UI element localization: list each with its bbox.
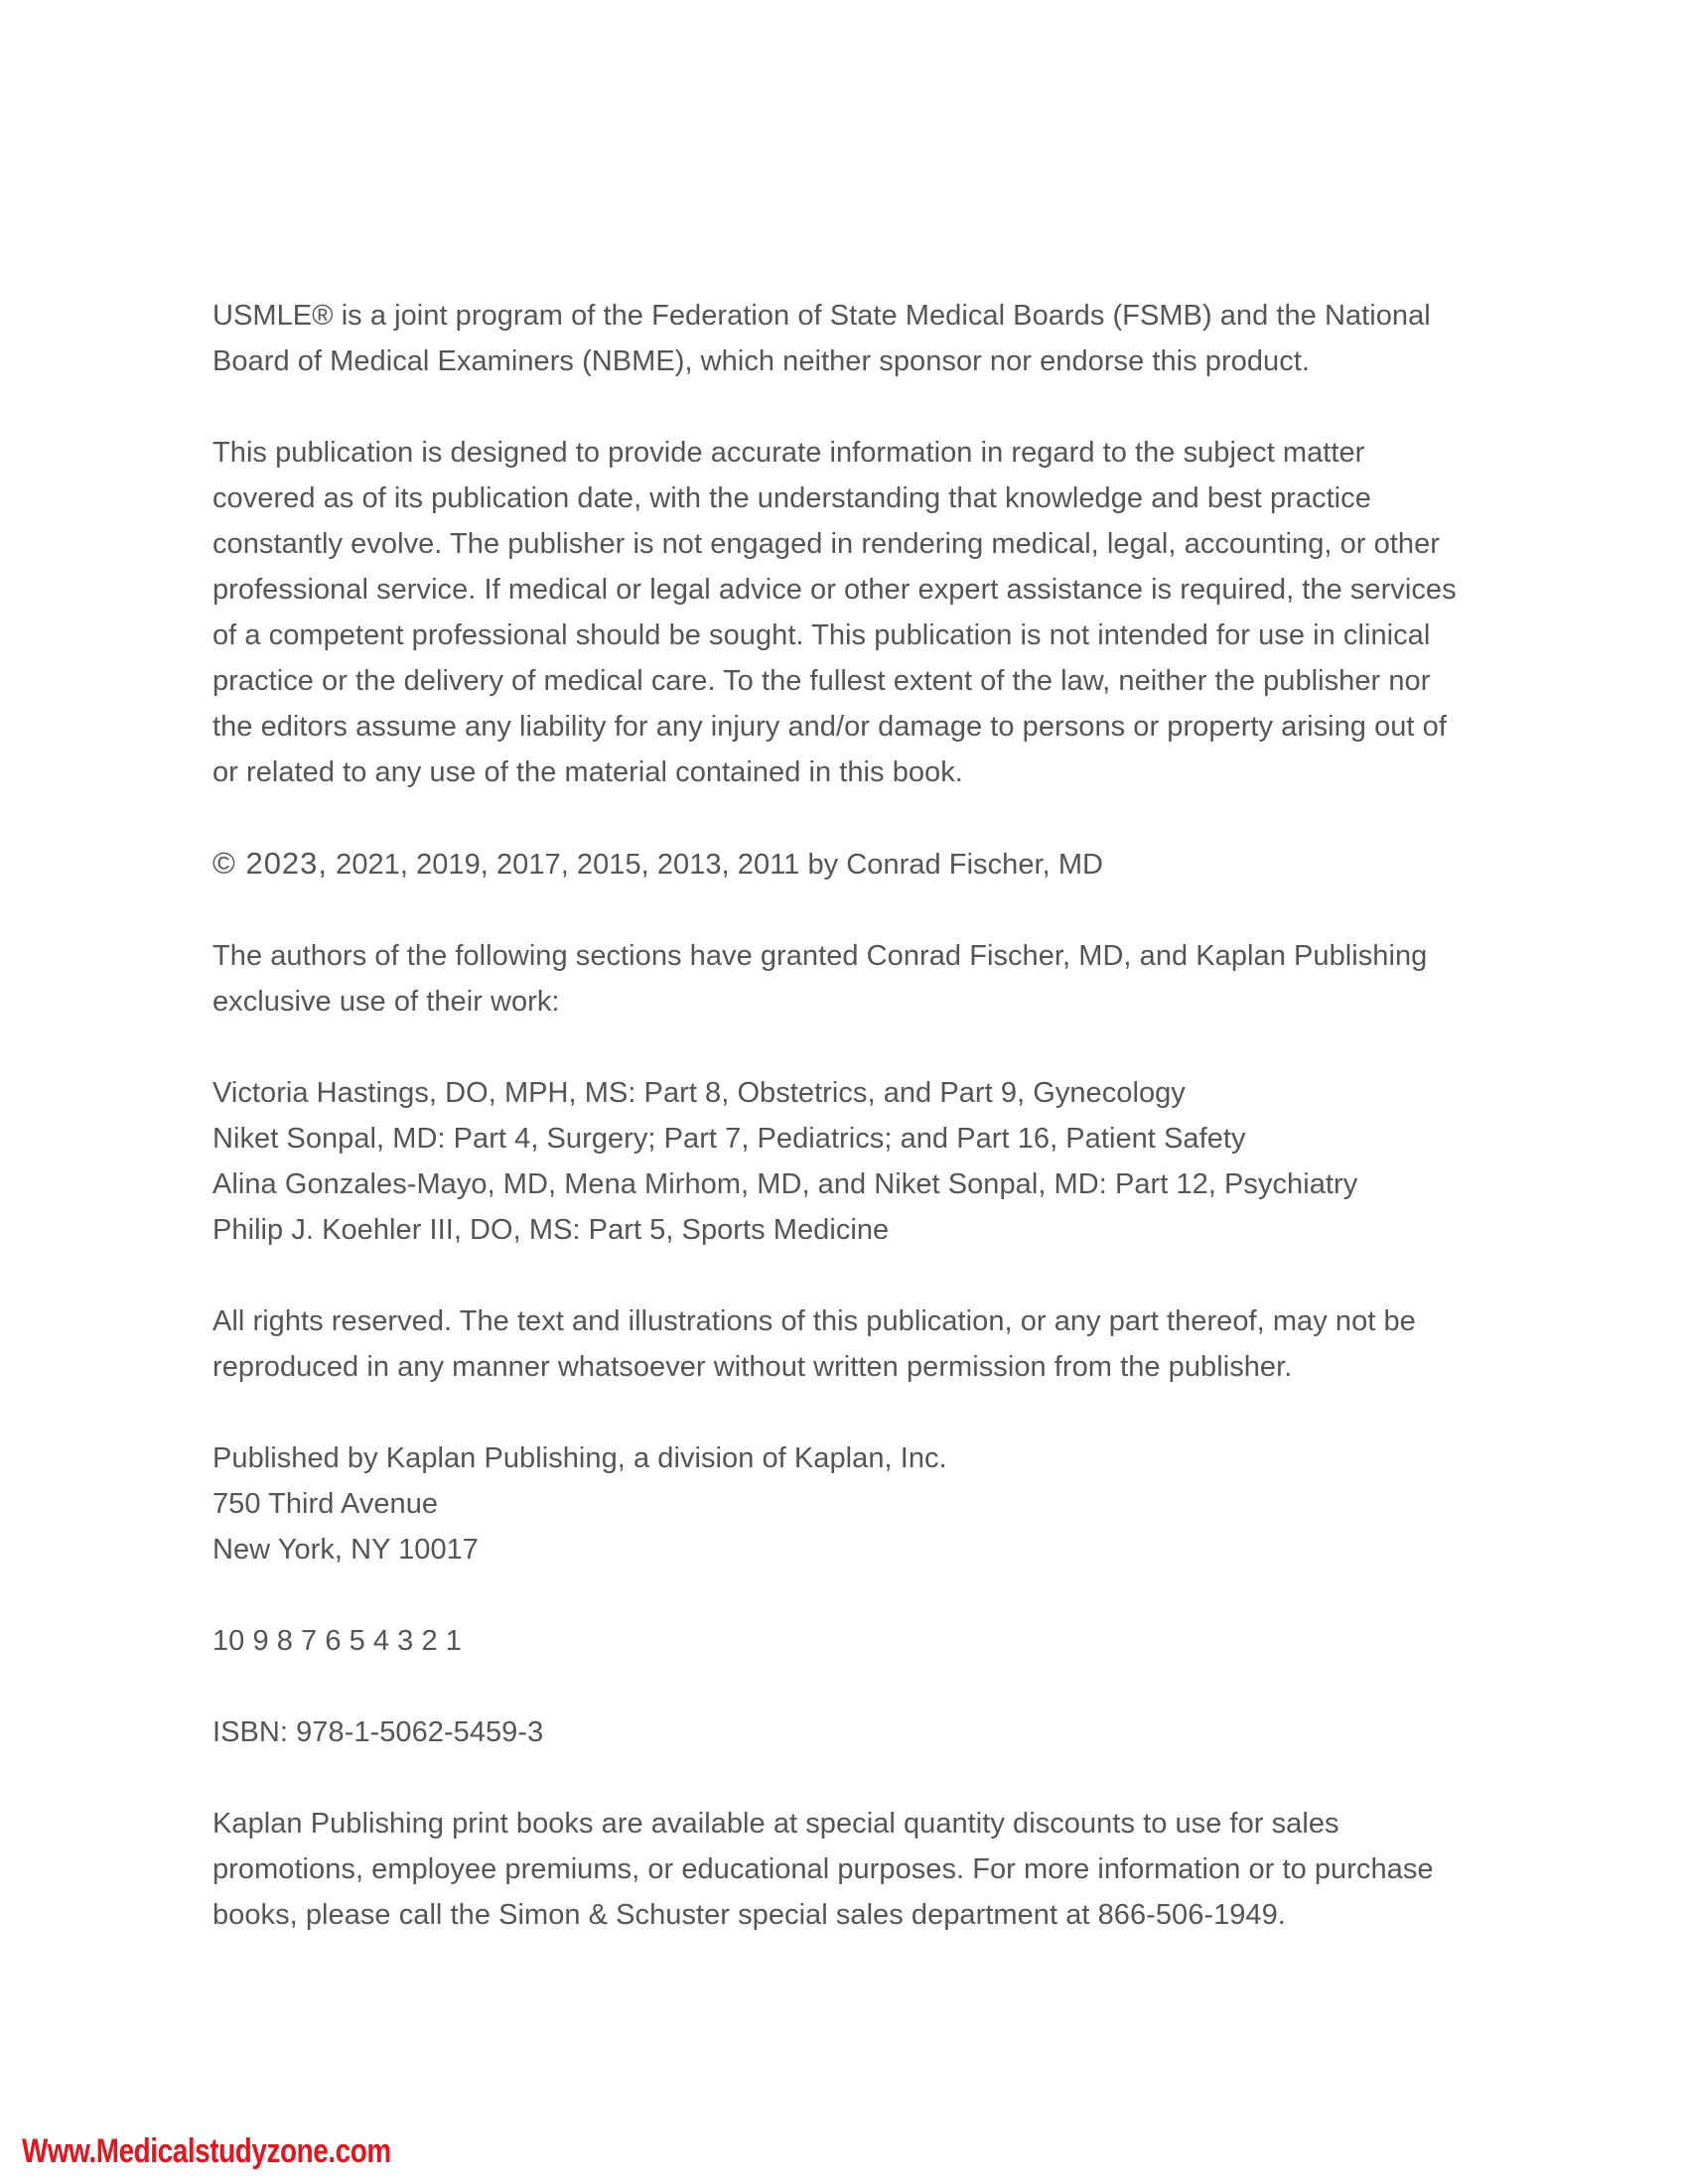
special-sales-notice (212, 1801, 1493, 1938)
authors-list (212, 1070, 1493, 1253)
text-line: the editors assume any liability for any injury and/or damage to persons or property arising out of (212, 711, 1447, 743)
street-address: 750 Third Avenue (212, 1488, 439, 1520)
text-line: constantly evolve. The publisher is not engaged in rendering medical, legal, accounting, or other (212, 528, 1440, 560)
text-line: practice or the delivery of medical care. To the fullest extent of the law, neither the publisher nor (212, 665, 1431, 697)
author-entry: Victoria Hastings, DO, MPH, MS: Part 8, Obstetrics, and Part 9, Gynecology (212, 1077, 1186, 1109)
authors-intro (212, 933, 1493, 1024)
city-state-zip: New York, NY 10017 (212, 1534, 479, 1566)
copyright-notice (212, 841, 1493, 887)
copyright-year: © 2023, (212, 846, 329, 881)
disclaimer-paragraph (212, 430, 1493, 795)
text-line: exclusive use of their work: (212, 986, 560, 1018)
text-line: Kaplan Publishing print books are available at special quantity discounts to use for sales (212, 1808, 1339, 1840)
website-watermark: Www.Medicalstudyzone.com (22, 2132, 391, 2170)
trademark-notice (212, 293, 1493, 384)
author-entry: Niket Sonpal, MD: Part 4, Surgery; Part 7, Pediatrics; and Part 16, Patient Safety (212, 1123, 1246, 1155)
printing-line (212, 1618, 1493, 1664)
text-line: promotions, employee premiums, or educational purposes. For more information or to purchase (212, 1853, 1434, 1885)
publisher-name: Published by Kaplan Publishing, a division of Kaplan, Inc. (212, 1442, 947, 1474)
text-line: This publication is designed to provide accurate information in regard to the subject matter (212, 437, 1365, 469)
printing-number: 10 9 8 7 6 5 4 3 2 1 (212, 1625, 462, 1657)
text-line: covered as of its publication date, with the understanding that knowledge and best practice (212, 482, 1371, 514)
text-line: Board of Medical Examiners (NBME), which neither sponsor nor endorse this product. (212, 345, 1310, 377)
rights-reserved (212, 1298, 1493, 1390)
author-entry: Alina Gonzales-Mayo, MD, Mena Mirhom, MD, and Niket Sonpal, MD: Part 12, Psychiatry (212, 1168, 1358, 1200)
text-line: USMLE® is a joint program of the Federation of State Medical Boards (FSMB) and the National (212, 300, 1431, 332)
isbn (212, 1709, 1493, 1755)
text-line: reproduced in any manner whatsoever without written permission from the publisher. (212, 1351, 1293, 1383)
isbn-number: ISBN: 978-1-5062-5459-3 (212, 1716, 544, 1748)
text-line: books, please call the Simon & Schuster special sales department at 866-506-1949. (212, 1899, 1286, 1931)
text-line: The authors of the following sections have granted Conrad Fischer, MD, and Kaplan Publishing (212, 940, 1428, 972)
copyright-line (212, 841, 1493, 887)
text-line: All rights reserved. The text and illustrations of this publication, or any part thereof, may not be (212, 1305, 1416, 1337)
author-entry: Philip J. Koehler III, DO, MS: Part 5, Sports Medicine (212, 1214, 890, 1246)
text-line: of a competent professional should be sought. This publication is not intended for use in clinical (212, 619, 1431, 651)
text-line: or related to any use of the material contained in this book. (212, 756, 963, 788)
publisher-address (212, 1435, 1493, 1572)
page-content (212, 293, 1493, 1983)
text-line: professional service. If medical or legal advice or other expert assistance is required, the services (212, 574, 1457, 606)
copyright-holder: 2021, 2019, 2017, 2015, 2013, 2011 by Conrad Fischer, MD (328, 849, 1104, 881)
